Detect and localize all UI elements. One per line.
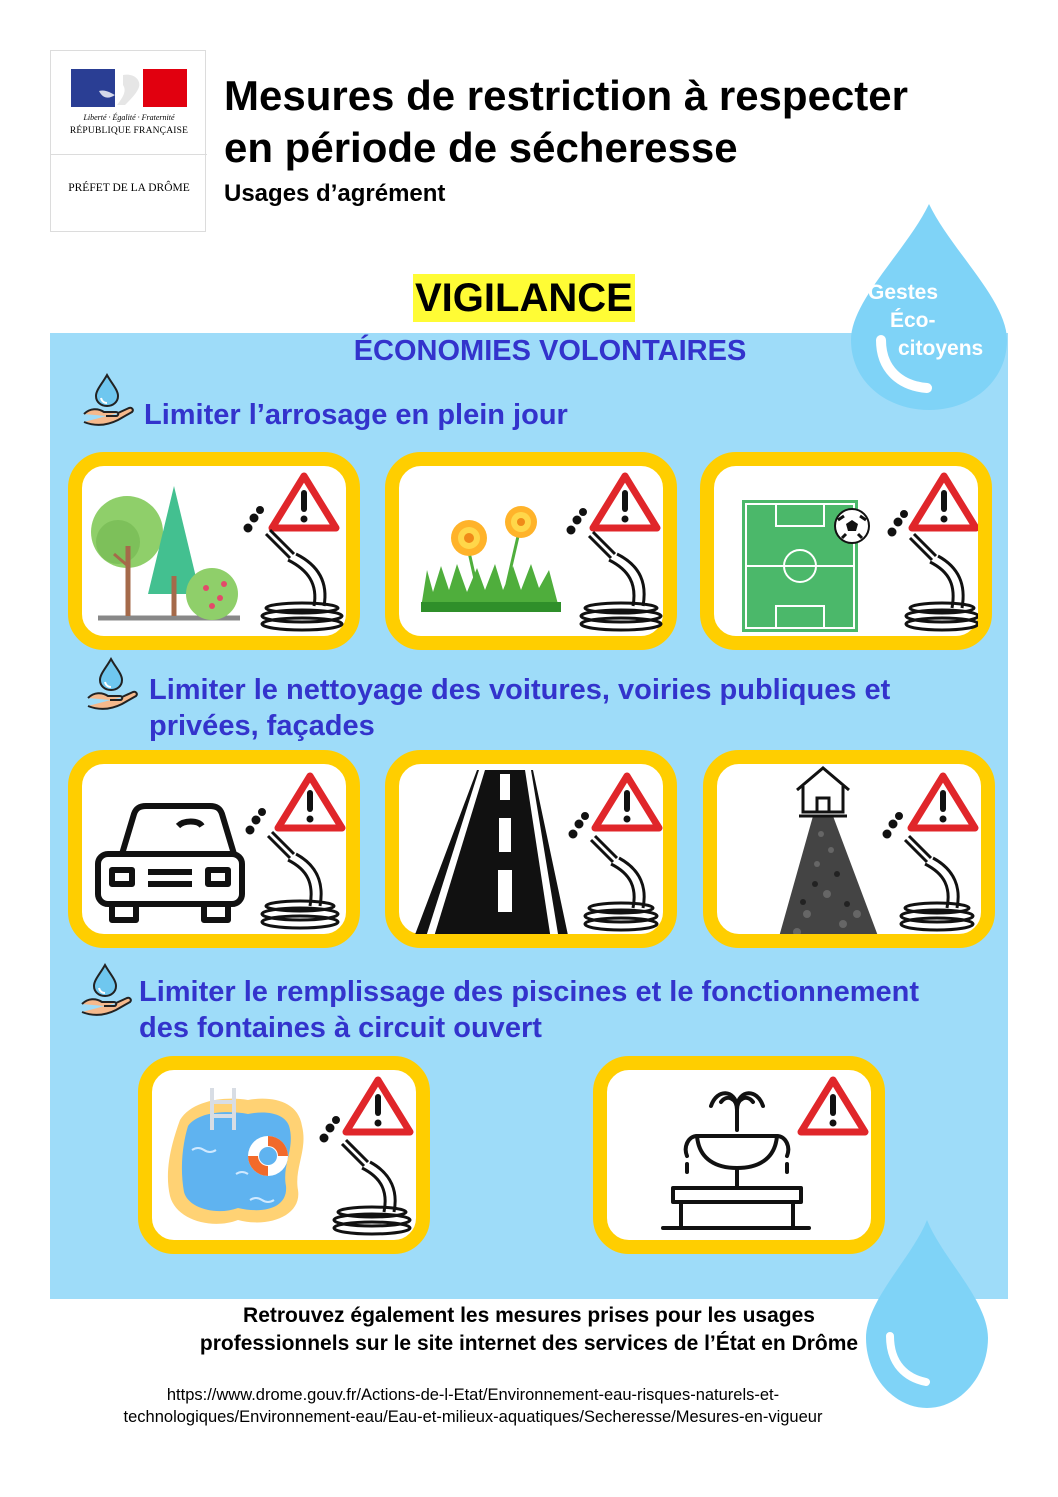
footer-url-line-2[interactable]: technologiques/Environnement-eau/Eau-et-milieux-aquatiques/Secheresse/Mesures-en-vigueur bbox=[123, 1408, 823, 1426]
section-heading-line-2: privées, façades bbox=[149, 710, 375, 742]
section-heading-watering: Limiter l’arrosage en plein jour bbox=[144, 399, 568, 431]
card-house-driveway bbox=[703, 750, 995, 948]
page-title bbox=[224, 70, 1024, 174]
title-line-1: Mesures de restriction à respecter bbox=[224, 72, 908, 119]
section-heading-line-2: des fontaines à circuit ouvert bbox=[139, 1012, 542, 1044]
section-heading-cleaning bbox=[149, 672, 999, 744]
page-subtitle: Usages d’agrément bbox=[224, 180, 446, 207]
title-line-2: en période de sécheresse bbox=[224, 124, 738, 171]
section-heading-line-1: Limiter le remplissage des piscines et le fonctionnement bbox=[139, 976, 920, 1008]
warning-icon bbox=[912, 476, 976, 528]
card-car bbox=[68, 750, 360, 948]
warning-icon bbox=[272, 476, 336, 528]
prefecture-logo bbox=[50, 50, 206, 232]
card-football-pitch bbox=[700, 452, 992, 650]
vigilance-level-badge: VIGILANCE bbox=[415, 276, 633, 320]
republic-motto: Liberté · Égalité · Fraternité bbox=[83, 113, 175, 122]
footer-note bbox=[0, 1302, 1058, 1358]
card-fountain bbox=[593, 1056, 885, 1254]
eco-badge-line-1: Gestes bbox=[868, 281, 939, 304]
warning-icon bbox=[801, 1080, 865, 1132]
water-hand-icon bbox=[78, 962, 134, 1018]
eco-badge-line-3: citoyens bbox=[898, 337, 984, 360]
marianne-flag-icon bbox=[71, 69, 187, 107]
card-road bbox=[385, 750, 677, 948]
card-trees bbox=[68, 452, 360, 650]
prefecture-name: PRÉFET DE LA DRÔME bbox=[68, 182, 190, 194]
footer-note-line-1: Retrouvez également les mesures prises pour les usages bbox=[243, 1304, 815, 1327]
section-heading-line-1: Limiter le nettoyage des voitures, voiries publiques et bbox=[149, 674, 891, 706]
footer-url-line-1[interactable]: https://www.drome.gouv.fr/Actions-de-l-Etat/Environnement-eau-risques-naturels-et- bbox=[166, 1386, 780, 1404]
section-heading-pools-fountains bbox=[139, 974, 1019, 1046]
warning-icon bbox=[595, 776, 659, 828]
logo-divider bbox=[51, 154, 207, 155]
water-hand-icon bbox=[84, 656, 140, 712]
warning-icon bbox=[911, 776, 975, 828]
warning-icon bbox=[593, 476, 657, 528]
republic-name: RÉPUBLIQUE FRANÇAISE bbox=[69, 126, 189, 136]
card-flowers bbox=[385, 452, 677, 650]
footer-note-line-2: professionnels sur le site internet des services de l’État en Drôme bbox=[199, 1332, 859, 1355]
warning-icon bbox=[346, 1080, 410, 1132]
eco-badge-line-2: Éco- bbox=[890, 309, 936, 332]
panel-heading: ÉCONOMIES VOLONTAIRES bbox=[353, 335, 747, 367]
footer-url[interactable] bbox=[0, 1384, 946, 1428]
card-swimming-pool bbox=[138, 1056, 430, 1254]
water-hand-icon bbox=[80, 372, 136, 428]
warning-icon bbox=[278, 776, 342, 828]
